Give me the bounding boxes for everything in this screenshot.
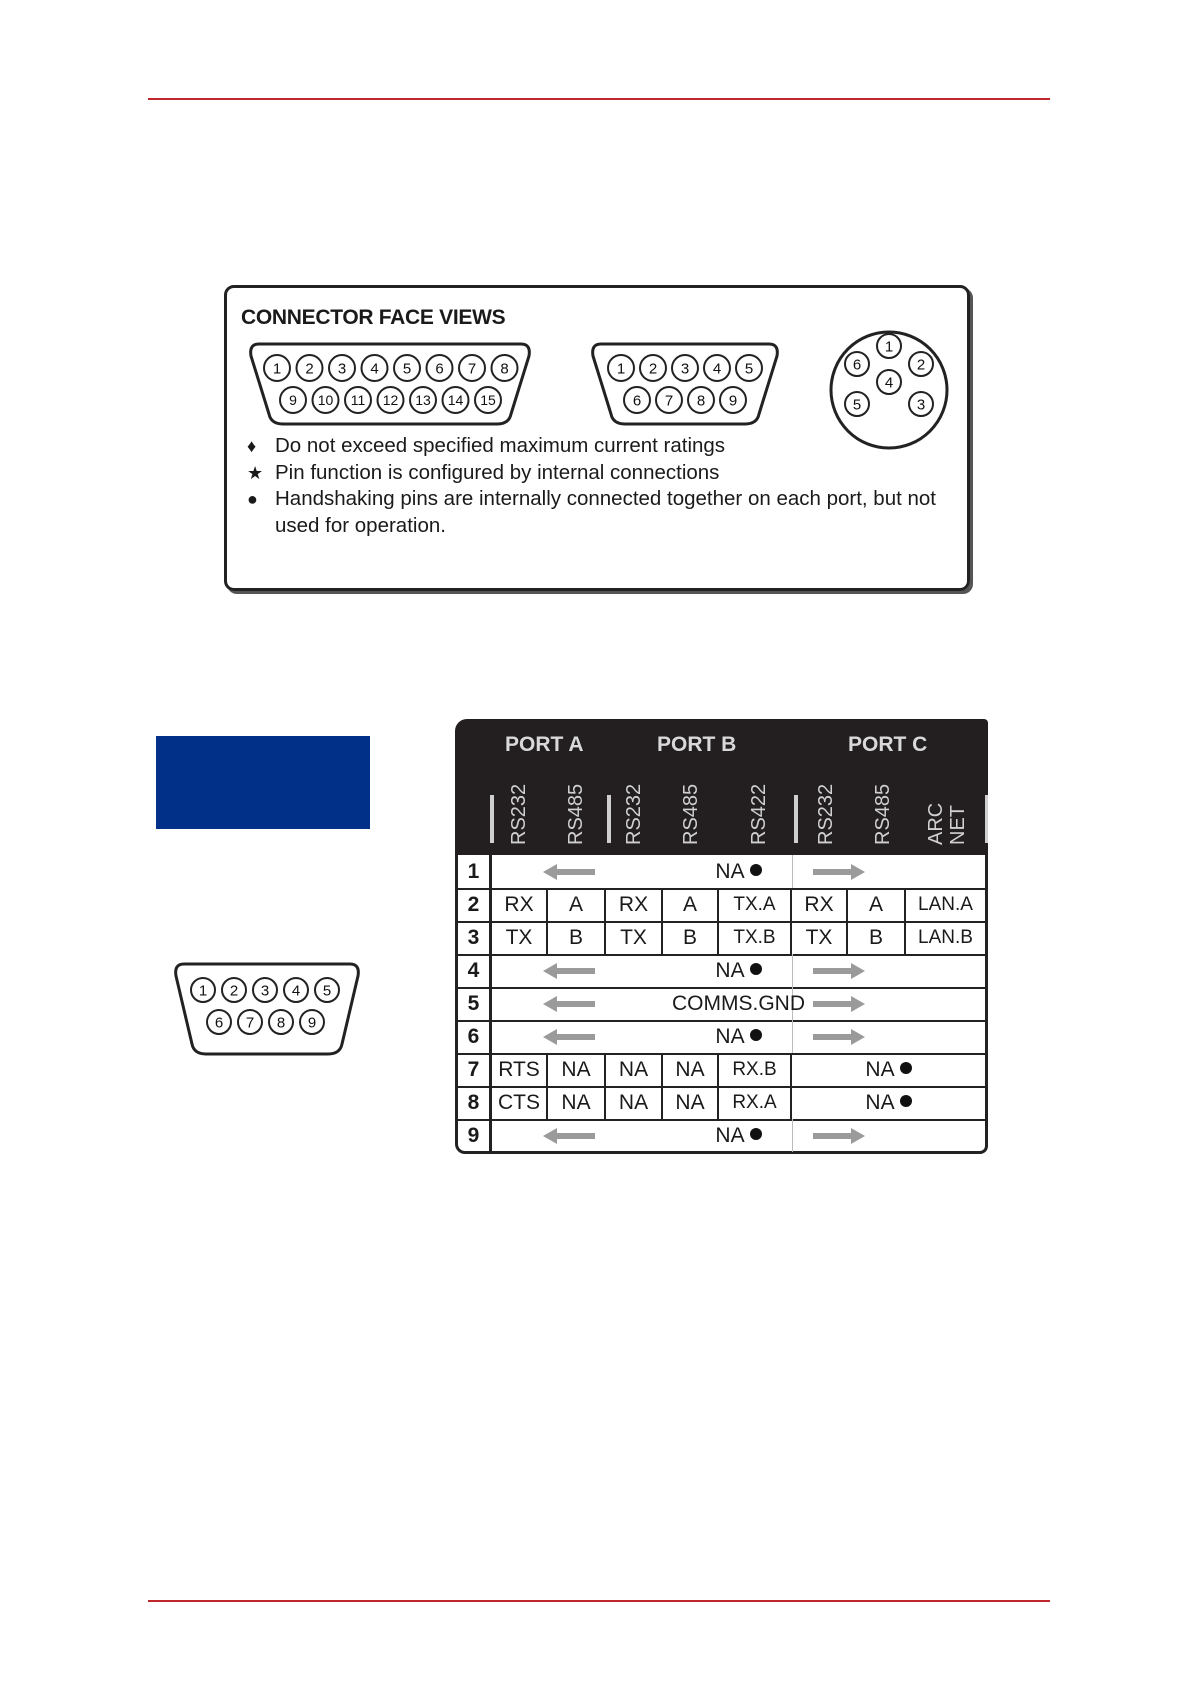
bullet-icon (900, 1062, 912, 1074)
blue-label-box (156, 736, 370, 829)
bullet-icon (750, 1029, 762, 1041)
note-item (247, 486, 967, 539)
column-header-text: RS232 (508, 783, 530, 845)
column-header (748, 765, 774, 845)
pin-number: 8 (276, 1014, 286, 1032)
pin (720, 387, 746, 413)
pin-number: 6 (632, 392, 642, 410)
pin-number-cell: 6 (458, 1020, 492, 1053)
pin-number-cell: 8 (458, 1086, 492, 1119)
footer-rule (148, 1600, 1050, 1602)
pin (238, 1010, 262, 1034)
column-header-text: RS485 (565, 783, 587, 845)
table-cell: TX (606, 921, 663, 954)
table-cell: B (848, 921, 906, 954)
table-cell: A (663, 888, 719, 921)
table-cell: B (548, 921, 606, 954)
table-cell: TX (492, 921, 548, 954)
pin-number-cell: 1 (458, 855, 492, 888)
spanning-cell (492, 1020, 985, 1053)
pin (394, 355, 420, 381)
cell-text: COMMS.GND (672, 992, 805, 1015)
table-cell: A (548, 888, 606, 921)
port-c-divider (794, 795, 798, 843)
pin-number: 8 (696, 392, 706, 410)
pin (253, 978, 277, 1002)
pin-number: 9 (307, 1014, 317, 1032)
pin-number: 2 (305, 360, 314, 378)
note-item (247, 433, 967, 460)
db9-connector-drawing (589, 338, 781, 428)
pin (264, 355, 290, 381)
pin-number: 4 (884, 374, 894, 392)
pin (362, 355, 388, 381)
bullet-icon (750, 963, 762, 975)
pin-number: 3 (680, 360, 690, 378)
pin-number: 5 (852, 396, 862, 414)
column-header-text: RS232 (815, 783, 837, 845)
pin-number: 6 (435, 360, 444, 378)
column-header (623, 765, 649, 845)
table-cell: TX.A (719, 888, 792, 921)
spanning-cell (492, 987, 985, 1020)
pin-number-cell: 3 (458, 921, 492, 954)
table-cell: NA (606, 1086, 663, 1119)
pin-number: 3 (916, 396, 926, 414)
pin (427, 355, 453, 381)
note-text: Pin function is configured by internal connections (275, 460, 720, 484)
pin-number: 4 (291, 982, 301, 1000)
pin (672, 355, 698, 381)
column-header (872, 765, 898, 845)
table-cell: NA (663, 1086, 719, 1119)
pin (222, 978, 246, 1002)
table-row (458, 987, 985, 1022)
pin-number-cell: 5 (458, 987, 492, 1020)
note-text: Do not exceed specified maximum current ratings (275, 434, 726, 457)
pin (845, 392, 869, 416)
table-row (458, 1119, 985, 1152)
pin-number: 7 (467, 360, 477, 378)
pin (877, 370, 901, 394)
pin (315, 978, 339, 1002)
pin-number: 3 (337, 360, 347, 378)
pin-number: 2 (648, 360, 658, 378)
pin-number: 2 (916, 356, 926, 374)
pin (443, 387, 469, 413)
pin (284, 978, 308, 1002)
pin-assignment-table (455, 719, 988, 1154)
pin (704, 355, 730, 381)
table-row (458, 1020, 985, 1055)
table-cell: TX (792, 921, 848, 954)
port-a-divider (490, 795, 494, 843)
cell-text: NA (715, 1124, 745, 1147)
pin (608, 355, 634, 381)
pin (459, 355, 485, 381)
table-cell: NA (548, 1053, 606, 1086)
pin (736, 355, 762, 381)
table-cell: TX.B (719, 921, 792, 954)
pin-number: 14 (447, 392, 464, 409)
column-header (680, 765, 706, 845)
table-row (458, 921, 985, 956)
port-c-spanning-cell (792, 1053, 985, 1086)
spanning-cell (492, 855, 985, 888)
column-header (508, 765, 534, 845)
cell-text: NA (865, 1091, 895, 1114)
pin-number: 1 (884, 338, 894, 356)
header-rule (148, 98, 1050, 100)
pin-number: 4 (370, 360, 379, 378)
pin-number: 8 (500, 360, 509, 378)
table-cell: LAN.B (918, 927, 973, 948)
spanning-cell (492, 954, 985, 987)
table-cell: NA (663, 1053, 719, 1086)
pin (313, 387, 339, 413)
bullet-icon (750, 864, 762, 876)
pin-number: 11 (350, 392, 366, 409)
db15-connector (247, 338, 533, 428)
pin-number: 5 (402, 360, 412, 378)
table-cell: RX.B (719, 1053, 792, 1086)
column-header-text: RS485 (872, 783, 894, 845)
table-body (455, 855, 988, 1154)
port-b-header: PORT B (657, 733, 737, 756)
pin-number: 9 (728, 392, 738, 410)
pin-number: 2 (229, 982, 239, 1000)
table-cell: RTS (492, 1053, 548, 1086)
port-a-header: PORT A (505, 733, 584, 756)
pin (329, 355, 355, 381)
pin (297, 355, 323, 381)
db9-connector (589, 338, 781, 428)
table-header (455, 719, 988, 855)
pin-number: 6 (214, 1014, 224, 1032)
pin-number: 6 (852, 356, 862, 374)
cell-text: NA (715, 959, 745, 982)
pin (191, 978, 215, 1002)
bullet-icon (750, 1128, 762, 1140)
port-c-end-divider (985, 795, 988, 843)
pin (207, 1010, 231, 1034)
table-cell: B (663, 921, 719, 954)
column-header-text: ARC NET (925, 802, 969, 845)
pin-number: 5 (744, 360, 754, 378)
table-cell: RX.A (719, 1086, 792, 1119)
pin (345, 387, 371, 413)
table-row (458, 855, 985, 890)
pin (640, 355, 666, 381)
table-cell: CTS (492, 1086, 548, 1119)
side-db9-connector (172, 958, 362, 1063)
table-row (458, 1086, 985, 1121)
port-c-header: PORT C (848, 733, 928, 756)
pin (300, 1010, 324, 1034)
pin-number-cell: 9 (458, 1119, 492, 1152)
pin (909, 352, 933, 376)
pin-number-cell: 7 (458, 1053, 492, 1086)
pin (688, 387, 714, 413)
cell-text: NA (715, 1025, 745, 1048)
pin (378, 387, 404, 413)
pin-number: 9 (289, 392, 297, 409)
column-header-text: RS232 (623, 783, 645, 845)
pin (624, 387, 650, 413)
pin-number-cell: 2 (458, 888, 492, 921)
star-icon: ★ (247, 462, 264, 483)
pin-number: 15 (480, 392, 496, 409)
diamond-icon: ♦ (247, 436, 257, 456)
bullet-icon: ● (247, 489, 258, 509)
pin-number: 1 (616, 360, 626, 378)
table-row (458, 954, 985, 989)
table-row (458, 888, 985, 923)
table-cell: NA (606, 1053, 663, 1086)
column-header-text: RS485 (680, 783, 702, 845)
spanning-cell (492, 1119, 985, 1152)
pin-number: 7 (245, 1014, 255, 1032)
column-header (815, 765, 841, 845)
table-row (458, 1053, 985, 1088)
pin (269, 1010, 293, 1034)
cell-text: NA (865, 1058, 895, 1081)
table-cell: RX (606, 888, 663, 921)
pin-number: 3 (260, 982, 270, 1000)
side-db9-drawing (172, 958, 362, 1058)
pin (492, 355, 518, 381)
port-c-spanning-cell (792, 1086, 985, 1119)
pin-number: 10 (317, 392, 334, 409)
pin-number: 13 (415, 392, 431, 409)
pin (909, 392, 933, 416)
pin (656, 387, 682, 413)
cell-text: NA (715, 860, 745, 883)
pin (845, 352, 869, 376)
table-cell: LAN.A (918, 894, 973, 915)
panel-title: CONNECTOR FACE VIEWS (241, 306, 506, 329)
table-cell: RX (492, 888, 548, 921)
connector-face-views-panel (224, 285, 970, 591)
pin-number: 7 (664, 392, 674, 410)
note-text: Handshaking pins are internally connected together on each port, but not used for operation. (275, 487, 936, 537)
table-cell: RX (792, 888, 848, 921)
pin (280, 387, 306, 413)
pin-number: 1 (272, 360, 282, 378)
pin-number: 5 (322, 982, 332, 1000)
pin-number: 4 (712, 360, 722, 378)
notes-list (247, 433, 967, 539)
pin-number-cell: 4 (458, 954, 492, 987)
column-header-text: RS422 (748, 783, 770, 845)
table-cell: A (848, 888, 906, 921)
column-header (925, 765, 975, 845)
bullet-icon (900, 1095, 912, 1107)
pin (410, 387, 436, 413)
table-cell: NA (548, 1086, 606, 1119)
pin (877, 334, 901, 358)
pin (475, 387, 501, 413)
port-b-divider (607, 795, 611, 843)
note-item (247, 460, 967, 487)
pin-number: 1 (198, 982, 208, 1000)
pin-number: 12 (382, 392, 399, 409)
column-header (565, 765, 591, 845)
db15-connector-drawing (247, 338, 533, 428)
